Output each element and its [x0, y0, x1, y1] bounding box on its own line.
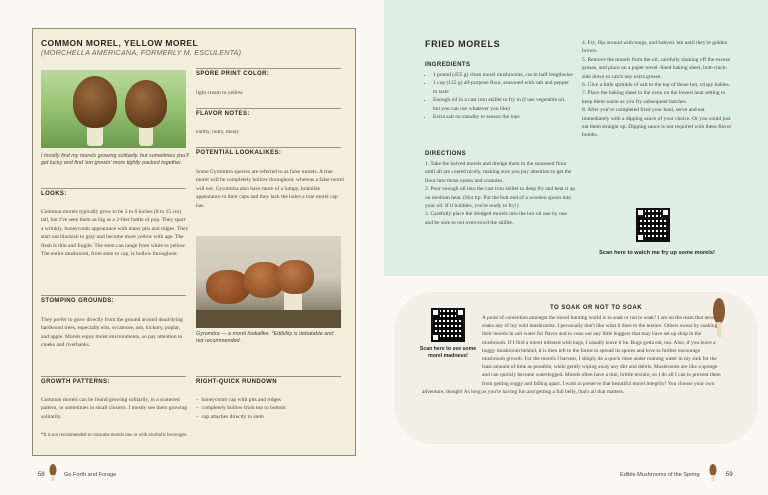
rundown-item: – cap attaches directly to stem — [196, 413, 264, 420]
footnote: *It is not recommended to consume morels raw or with alcoholic beverages. — [41, 433, 188, 438]
photo1-caption: I mostly find my morels growing solitarily, but sometimes you'll get lucky and find 'em growin' more tightly packed together. — [41, 153, 189, 167]
morel-mushroom-icon — [709, 464, 717, 482]
footer-right: Edible Mushrooms of the Spring — [620, 472, 700, 478]
ingredient-item: • Extra salt on standby to season the tops — [433, 113, 573, 121]
ingredient-item: • 1 pound (455 g) clean morel mushrooms, cut in half lengthwise — [433, 71, 573, 79]
grounds-heading: STOMPING GROUNDS: — [41, 298, 115, 304]
qr1-caption: Scan here to watch me fry up some morels! — [599, 250, 715, 256]
rundown-list — [196, 396, 344, 421]
directions-left: 1. Take the halved morels and dredge them in the seasoned flour until all are coated nicely, making sure you pay attention to get the flour into those nooks and crannies. 2. Pour enough oil into the cast iron skillet to deep fry and heat it up on medium heat. (Hot tip: Put the butt end of a wooden spoon into your oil. If it bubbles, you're ready to fry!) 3. Carefully place the dredged morels into the hot oil one by one and be sure to not overcrowd the skillet. — [425, 161, 575, 226]
rundown-item: – honeycomb cap with pits and ridges — [196, 397, 281, 403]
species-title: COMMON MOREL, YELLOW MOREL — [41, 38, 199, 48]
page-number-left: 58 — [38, 472, 45, 478]
photo2-caption: Gyromitra — a morel lookalike. *Edibility is debatable and not recommended. — [196, 331, 334, 345]
rundown-item: – completely hollow from top to bottom — [196, 405, 286, 412]
ingredients-heading: INGREDIENTS — [425, 62, 471, 68]
morel-mushroom-icon — [49, 464, 57, 482]
looks-text: Common morels typically grow to be 3 to 6 inches (8 to 15 cm) tall, but I've seen them as big as a 2-liter bottle of pop. They sport a wrinkly, honeycomb appearance with many pits and ridges. They start out blackish to gray and become more yellow with age. The flesh is thin and fragile. The stem can range from white to yellow. The entire mushroom, from stem to cap, is hollow throughout. — [41, 209, 189, 258]
recipe-title: FRIED MORELS — [425, 39, 501, 49]
ingredient-item: • Enough oil in a cast iron skillet to fry in (I use vegetable oil, but you can use whatever you like) — [433, 96, 573, 113]
grounds-text: They prefer to grow directly from the ground around dead/dying hardwood trees, especially elm, sycamore, ash, hickory, poplar, and apple. Morels enjoy moist environments, so pay attention to creeks and riverbanks. — [41, 317, 183, 349]
directions-heading: DIRECTIONS — [425, 151, 467, 157]
ingredients-list — [425, 71, 573, 121]
soak-title: TO SOAK OR NOT TO SOAK — [549, 305, 643, 311]
lookalikes-heading: POTENTIAL LOOKALIKES: — [196, 150, 282, 156]
growth-heading: GROWTH PATTERNS: — [41, 379, 110, 385]
spore-heading: SPORE PRINT COLOR: — [196, 71, 270, 77]
growth-text: Common morels can be found growing solitarily, in a scattered pattern, or sometimes in small clusters. I mostly see them growing solitarily. — [41, 397, 188, 420]
qr2-caption: Scan here to see some morel madness! — [419, 346, 477, 360]
footer-left: Go Forth and Forage — [64, 472, 117, 478]
morel-photo — [41, 70, 186, 148]
species-subtitle: (MORCHELLA AMERICANA, FORMERLY M. ESCULENTA) — [41, 48, 242, 57]
gyromitra-photo — [196, 236, 341, 328]
soak-body: A point of contention amongst the morel hunting world is to soak or not to soak? I am on the team that never soaks any of my wild mushrooms. I personally don't like what it does to the texture. Others swear by soaking their morels in salt water for flavor and to coax out any little buggers that may have set up shop in the mushroom. If I find a morel infested with bugs, I usually leave it be. Bugs gotta eat, too. Also, if you leave a buggy mushroom behind, it is then left to the forest to spread its spores and love to further encourage mushroom growth. For the morels I harvest, I simply do a quick rinse under running water in my sink for the least amount of time as possible, while gently wiping away any dirt and debris. Mushrooms are like a sponge and can quickly become waterlogged. Morels often have a thin, brittle texture, so I do all I can to prevent them from getting soggy and falling apart. I want to preserve that beautiful morel integrity! You choose your own adventure, though! As long as you're having fun and getting a full belly, that's all that matters. — [422, 315, 721, 395]
lookalikes-text: Some Gyromitra species are referred to as false morels. A true morel will be completely hollow throughout, whereas a false morel will not. Gyromitra also have more of a lumpy, brainlike appearance to their caps and they lack the holes a true morel cap has. — [196, 169, 344, 209]
spore-text: light cream to yellow — [196, 90, 243, 96]
qr-code-icon[interactable] — [636, 208, 670, 242]
directions-right: 4. Fry, flip around with tongs, and babysit 'em until they're golden brown. 5. Remove the morels from the oil, carefully shaking off the excess grease, and place on a paper towel–lined baking sheet, butt-crack-side down to catch any extra grease. 6. Give a little sprinkle of salt to the top of those hot, crispy babies. 7. Place the baking sheet in the oven on the lowest heat setting to keep them warm as you fry subsequent batches. 8. After you've completed fried your haul, serve and eat immediately with a dipping sauce of your choice. Or you could just eat them straight up. Dipping sauce is not required with these flavor bombs. — [582, 40, 732, 139]
rundown-heading: RIGHT-QUICK RUNDOWN — [196, 379, 277, 385]
flavor-heading: FLAVOR NOTES: — [196, 111, 250, 117]
page-number-right: 59 — [726, 472, 733, 478]
ingredient-item: • 1 cup (125 g) all-purpose flour, seasoned with salt and pepper to taste — [433, 79, 573, 96]
flavor-text: earthy, nutty, meaty — [196, 129, 240, 135]
soak-text — [422, 314, 722, 396]
looks-heading: LOOKS: — [41, 191, 67, 197]
